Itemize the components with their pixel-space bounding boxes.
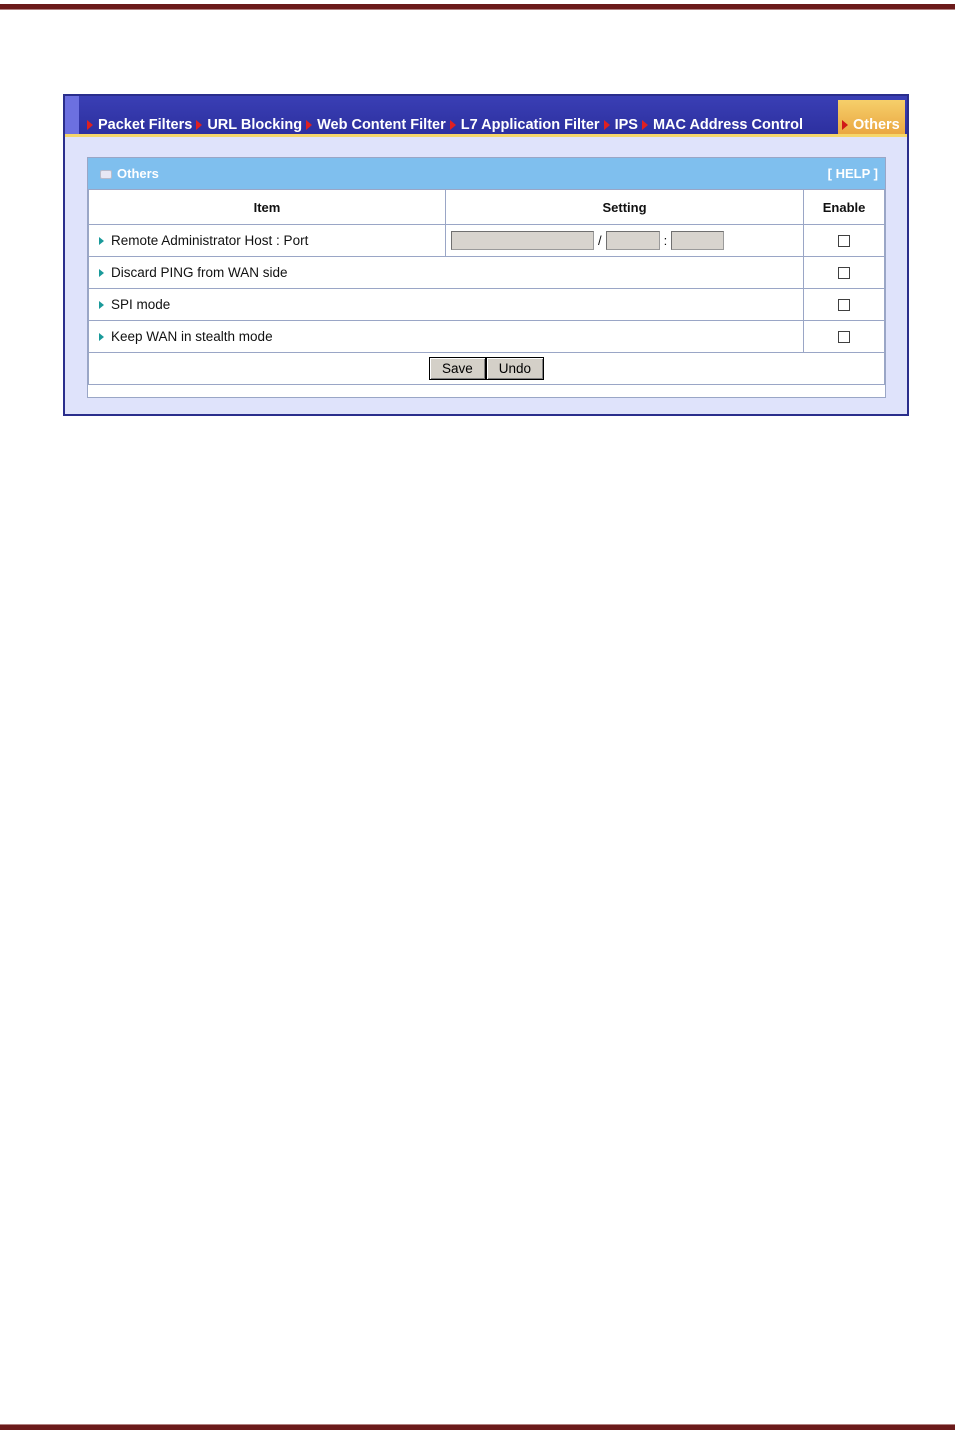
others-panel [87, 157, 886, 398]
tab-bar-accent [65, 96, 79, 136]
panel-bullet-icon [100, 170, 112, 179]
enable-cell [804, 321, 885, 353]
firewall-config-frame [63, 94, 909, 416]
row-label-cell [89, 321, 804, 353]
row-label: Keep WAN in stealth mode [111, 329, 273, 344]
row-label: SPI mode [111, 297, 171, 312]
triangle-right-icon [99, 333, 104, 341]
arrow-right-icon [450, 120, 456, 130]
discard-ping-enable-checkbox[interactable] [838, 267, 850, 279]
triangle-right-icon [99, 301, 104, 309]
tab-list [83, 114, 803, 136]
tab-label: L7 Application Filter [460, 117, 600, 133]
row-label-cell [89, 289, 804, 321]
port-separator: : [663, 233, 668, 248]
triangle-right-icon [99, 269, 104, 277]
column-header-item: Item [89, 190, 446, 225]
table-row [89, 321, 885, 353]
stealth-mode-enable-checkbox[interactable] [838, 331, 850, 343]
help-link[interactable]: [ HELP ] [827, 166, 878, 181]
table-header-row [89, 190, 885, 225]
save-button[interactable]: Save [429, 357, 486, 380]
row-label: Discard PING from WAN side [111, 265, 288, 280]
arrow-right-icon [196, 120, 202, 130]
tab-packet-filters[interactable] [83, 114, 192, 136]
tab-label: Packet Filters [98, 117, 193, 133]
row-label-cell [89, 257, 804, 289]
row-label: Remote Administrator Host : Port [111, 233, 309, 248]
tab-l7-application-filter[interactable] [446, 114, 600, 136]
tab-label: MAC Address Control [652, 117, 804, 133]
tab-bar-underline [65, 134, 907, 137]
enable-cell [804, 289, 885, 321]
remote-admin-setting-cell [445, 225, 803, 257]
undo-button[interactable]: Undo [486, 357, 544, 380]
tab-mac-address-control[interactable] [638, 114, 803, 136]
arrow-right-icon [642, 120, 648, 130]
arrow-right-icon [87, 120, 93, 130]
table-row [89, 225, 885, 257]
arrow-right-icon [842, 120, 848, 130]
tab-label: URL Blocking [207, 117, 303, 133]
enable-cell [804, 257, 885, 289]
tab-label: Others [853, 117, 900, 133]
remote-mask-input[interactable] [606, 231, 660, 250]
remote-port-input[interactable] [671, 231, 724, 250]
page-bottom-rule [0, 1424, 955, 1430]
tab-label: Web Content Filter [317, 117, 446, 133]
spi-mode-enable-checkbox[interactable] [838, 299, 850, 311]
table-row [89, 289, 885, 321]
column-header-setting: Setting [445, 190, 803, 225]
remote-host-input[interactable] [451, 231, 594, 250]
tab-others[interactable] [842, 114, 900, 136]
remote-admin-enable-checkbox[interactable] [838, 235, 850, 247]
button-cell [89, 353, 885, 385]
row-label-cell [89, 225, 446, 257]
settings-table [88, 189, 885, 385]
column-header-enable: Enable [804, 190, 885, 225]
tab-label: IPS [614, 117, 638, 133]
mask-separator: / [597, 233, 602, 248]
arrow-right-icon [306, 120, 312, 130]
table-row [89, 257, 885, 289]
tab-ips[interactable] [600, 114, 638, 136]
arrow-right-icon [604, 120, 610, 130]
tab-bar [65, 96, 907, 136]
triangle-right-icon [99, 237, 104, 245]
enable-cell [804, 225, 885, 257]
tab-url-blocking[interactable] [192, 114, 302, 136]
panel-title: Others [117, 166, 159, 181]
panel-header [88, 158, 885, 189]
tab-web-content-filter[interactable] [302, 114, 446, 136]
page-top-rule [0, 4, 955, 10]
button-row [89, 353, 885, 385]
